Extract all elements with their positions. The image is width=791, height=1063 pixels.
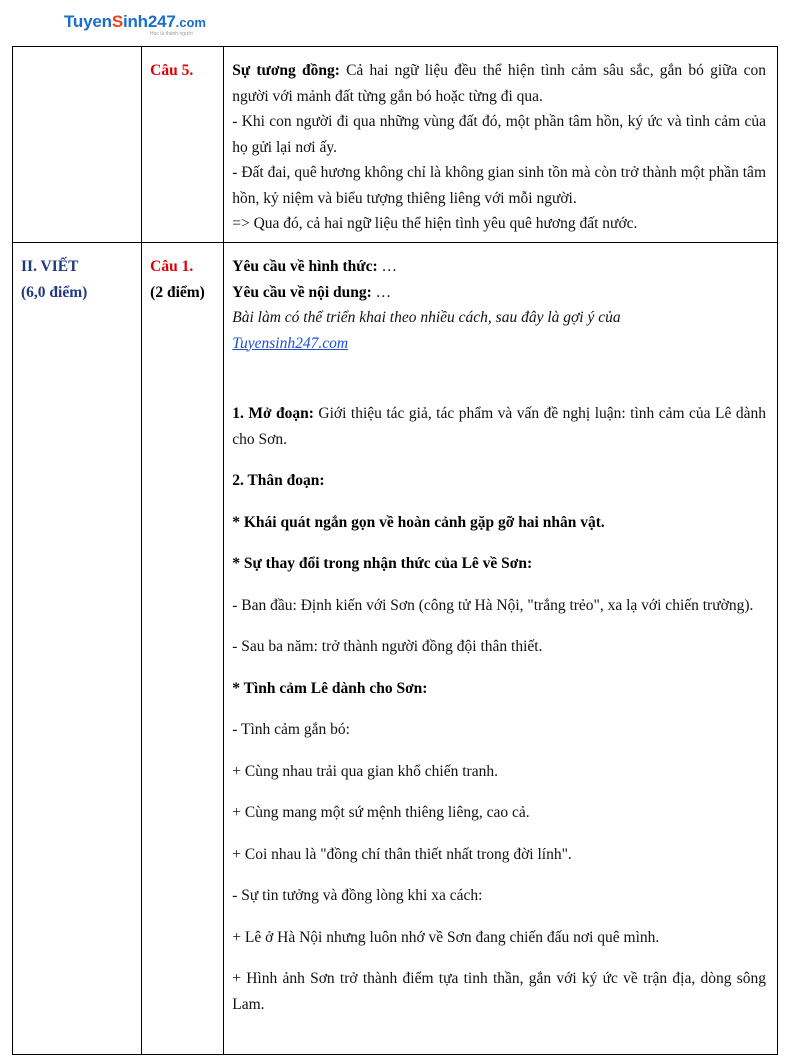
subheading: * Tình cảm Lê dành cho Sơn:	[232, 679, 428, 697]
question-cell	[142, 47, 224, 243]
table-row	[13, 243, 778, 1055]
section-cell	[13, 47, 142, 243]
similarity-paragraph: Sự tương đồng: Cả hai ngữ liệu đều thể hiện tình cảm sâu sắc, gắn bó giữa con người với mảnh đất từng gắn bó hoặc từng đi qua.	[232, 62, 766, 105]
list-item: + Cùng mang một sứ mệnh thiêng liêng, cao cả.	[232, 804, 530, 821]
subheading: * Khái quát ngắn gọn về hoàn cảnh gặp gỡ hai nhân vật.	[232, 513, 605, 531]
content-cell	[224, 243, 778, 1055]
list-item: - Khi con người đi qua những vùng đất đó, một phần tâm hồn, ký ức và tình cảm của họ gửi lại nơi ấy.	[232, 113, 766, 156]
list-item: - Tình cảm gắn bó:	[232, 721, 350, 738]
list-item: + Cùng nhau trải qua gian khổ chiến tranh.	[232, 762, 498, 780]
question-label: Câu 1.	[150, 258, 194, 275]
list-item: - Đất đai, quê hương không chỉ là không gian sinh tồn mà còn trở thành một phần tâm hồn, kỷ niệm và biểu tượng thiêng liêng với mỗi người.	[232, 164, 766, 207]
form-requirement: Yêu cầu về hình thức: …	[232, 258, 397, 275]
section-cell	[13, 243, 142, 1055]
tuyensinh-link[interactable]: Tuyensinh247.com	[232, 334, 349, 352]
answer-table	[12, 46, 778, 1055]
question-cell	[142, 243, 224, 1055]
content-cell	[224, 47, 778, 243]
list-item: => Qua đó, cả hai ngữ liệu thể hiện tình yêu quê hương đất nước.	[232, 215, 638, 232]
list-item: - Ban đầu: Định kiến với Sơn (công tử Hà Nội, "trắng trẻo", xa lạ với chiến trường).	[232, 596, 754, 614]
suggestion-note: Bài làm có thể triển khai theo nhiều cách, sau đây là gợi ý của	[232, 309, 621, 326]
section-title: II. VIẾT	[21, 258, 79, 275]
subheading: * Sự thay đổi trong nhận thức của Lê về Sơn:	[232, 555, 533, 572]
site-logo[interactable]: TuyenSinh247.com Học là thành người	[64, 12, 206, 37]
list-item: + Coi nhau là "đồng chí thân thiết nhất trong đời lính".	[232, 845, 572, 863]
list-item: - Sau ba năm: trở thành người đồng đội thân thiết.	[232, 638, 543, 655]
content-requirement: Yêu cầu về nội dung: …	[232, 283, 392, 301]
list-item: + Hình ảnh Sơn trở thành điểm tựa tinh thần, gắn với ký ức về trận địa, dòng sông Lam.	[232, 970, 766, 1013]
body-heading: 2. Thân đoạn:	[232, 472, 325, 489]
intro-paragraph: 1. Mở đoạn: Giới thiệu tác giả, tác phẩm và vấn đề nghị luận: tình cảm của Lê dành cho Sơn.	[232, 405, 766, 448]
list-item: + Lê ở Hà Nội nhưng luôn nhớ về Sơn đang chiến đấu nơi quê mình.	[232, 928, 660, 946]
logo-tagline: Học là thành người	[150, 31, 193, 37]
list-item: - Sự tin tưởng và đồng lòng khi xa cách:	[232, 887, 483, 904]
question-points: (2 điểm)	[150, 283, 205, 301]
question-label: Câu 5.	[150, 62, 194, 79]
table-row	[13, 47, 778, 243]
section-points: (6,0 điểm)	[21, 283, 88, 301]
logo-wordmark: TuyenSinh247	[64, 12, 176, 31]
